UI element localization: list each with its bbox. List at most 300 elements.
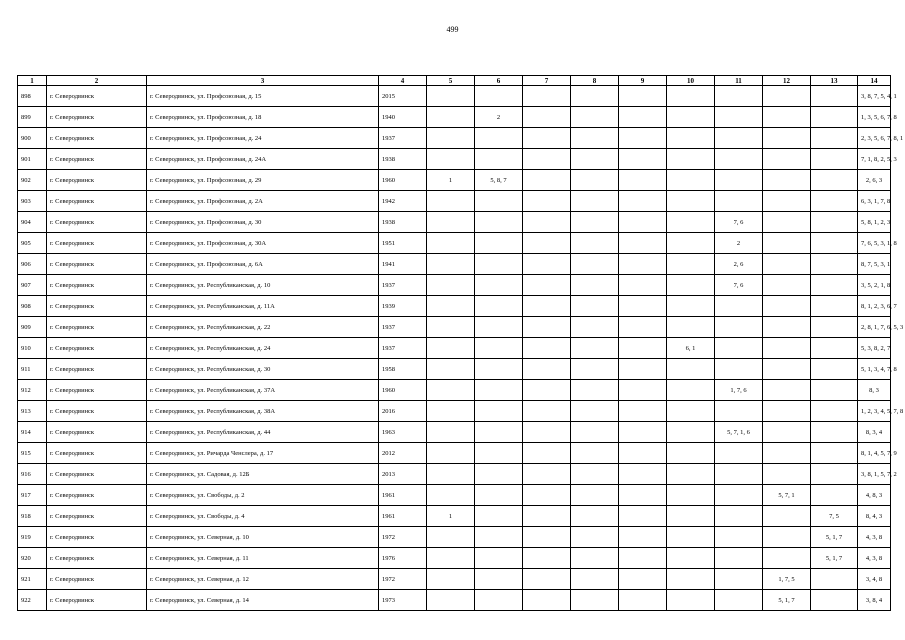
column-9-cell xyxy=(619,149,667,170)
column-11-cell: 7, 6 xyxy=(715,212,763,233)
table-row xyxy=(18,275,891,296)
column-7-cell xyxy=(523,359,571,380)
address-cell: г. Северодвинск, ул. Республиканская, д. 38А xyxy=(147,401,379,422)
column-11-cell xyxy=(715,527,763,548)
column-13-cell xyxy=(811,86,858,107)
address-cell: г. Северодвинск, ул. Профсоюзная, д. 18 xyxy=(147,107,379,128)
table-row xyxy=(18,233,891,254)
column-6-cell xyxy=(475,443,523,464)
column-10-cell xyxy=(667,128,715,149)
table-row xyxy=(18,359,891,380)
column-7-cell xyxy=(523,86,571,107)
row-number-cell: 919 xyxy=(18,527,47,548)
column-5-cell xyxy=(427,380,475,401)
column-13-cell xyxy=(811,569,858,590)
column-6-cell xyxy=(475,485,523,506)
city-cell: г. Северодвинск xyxy=(47,569,147,590)
column-10-cell xyxy=(667,254,715,275)
column-8-cell xyxy=(571,233,619,254)
column-13-cell xyxy=(811,401,858,422)
city-cell: г. Северодвинск xyxy=(47,128,147,149)
address-cell: г. Северодвинск, ул. Свободы, д. 4 xyxy=(147,506,379,527)
column-5-cell xyxy=(427,359,475,380)
column-6-cell xyxy=(475,296,523,317)
row-number-cell: 904 xyxy=(18,212,47,233)
column-header-12: 12 xyxy=(763,76,811,86)
column-6-cell xyxy=(475,359,523,380)
column-14-cell: 2, 3, 5, 6, 7, 8, 1 xyxy=(858,128,891,149)
address-cell: г. Северодвинск, ул. Республиканская, д. 30 xyxy=(147,359,379,380)
column-5-cell xyxy=(427,107,475,128)
column-10-cell xyxy=(667,107,715,128)
city-cell: г. Северодвинск xyxy=(47,212,147,233)
row-number-cell: 903 xyxy=(18,191,47,212)
column-8-cell xyxy=(571,401,619,422)
column-7-cell xyxy=(523,317,571,338)
column-header-4: 4 xyxy=(379,76,427,86)
column-14-cell: 1, 2, 3, 4, 5, 7, 8 xyxy=(858,401,891,422)
address-cell: г. Северодвинск, ул. Ричарда Ченслера, д. 17 xyxy=(147,443,379,464)
column-13-cell xyxy=(811,485,858,506)
row-number-cell: 914 xyxy=(18,422,47,443)
table-row xyxy=(18,527,891,548)
column-header-6: 6 xyxy=(475,76,523,86)
column-8-cell xyxy=(571,317,619,338)
column-5-cell xyxy=(427,443,475,464)
table-row xyxy=(18,296,891,317)
column-12-cell xyxy=(763,422,811,443)
column-11-cell xyxy=(715,548,763,569)
city-cell: г. Северодвинск xyxy=(47,506,147,527)
column-8-cell xyxy=(571,464,619,485)
table-body xyxy=(18,86,904,611)
city-cell: г. Северодвинск xyxy=(47,149,147,170)
column-13-cell xyxy=(811,590,858,611)
column-7-cell xyxy=(523,191,571,212)
column-14-cell: 5, 3, 8, 2, 7 xyxy=(858,338,891,359)
column-9-cell xyxy=(619,233,667,254)
year-cell: 2016 xyxy=(379,401,427,422)
column-10-cell xyxy=(667,422,715,443)
row-number-cell: 918 xyxy=(18,506,47,527)
column-14-cell: 4, 8, 3 xyxy=(858,485,891,506)
column-9-cell xyxy=(619,338,667,359)
column-12-cell xyxy=(763,296,811,317)
year-cell: 1963 xyxy=(379,422,427,443)
column-5-cell xyxy=(427,422,475,443)
column-6-cell xyxy=(475,569,523,590)
address-cell: г. Северодвинск, ул. Республиканская, д. 44 xyxy=(147,422,379,443)
column-10-cell xyxy=(667,464,715,485)
column-8-cell xyxy=(571,86,619,107)
column-11-cell xyxy=(715,317,763,338)
year-cell: 1937 xyxy=(379,338,427,359)
city-cell: г. Северодвинск xyxy=(47,590,147,611)
column-7-cell xyxy=(523,422,571,443)
column-9-cell xyxy=(619,212,667,233)
column-12-cell xyxy=(763,191,811,212)
column-9-cell xyxy=(619,107,667,128)
column-8-cell xyxy=(571,338,619,359)
column-14-cell: 8, 3, 4 xyxy=(858,422,891,443)
column-8-cell xyxy=(571,128,619,149)
column-header-11: 11 xyxy=(715,76,763,86)
column-13-cell xyxy=(811,464,858,485)
column-10-cell xyxy=(667,317,715,338)
column-9-cell xyxy=(619,317,667,338)
column-6-cell xyxy=(475,401,523,422)
column-7-cell xyxy=(523,380,571,401)
address-cell: г. Северодвинск, ул. Северная, д. 14 xyxy=(147,590,379,611)
column-11-cell xyxy=(715,296,763,317)
city-cell: г. Северодвинск xyxy=(47,233,147,254)
table-row xyxy=(18,590,891,611)
column-8-cell xyxy=(571,359,619,380)
city-cell: г. Северодвинск xyxy=(47,527,147,548)
city-cell: г. Северодвинск xyxy=(47,170,147,191)
column-8-cell xyxy=(571,506,619,527)
table-row xyxy=(18,422,891,443)
city-cell: г. Северодвинск xyxy=(47,107,147,128)
column-12-cell xyxy=(763,317,811,338)
column-13-cell: 7, 5 xyxy=(811,506,858,527)
column-13-cell xyxy=(811,254,858,275)
column-5-cell xyxy=(427,527,475,548)
column-7-cell xyxy=(523,569,571,590)
column-5-cell xyxy=(427,128,475,149)
column-13-cell xyxy=(811,107,858,128)
column-12-cell: 5, 7, 1 xyxy=(763,485,811,506)
row-number-cell: 915 xyxy=(18,443,47,464)
column-6-cell xyxy=(475,254,523,275)
column-6-cell xyxy=(475,506,523,527)
year-cell: 1937 xyxy=(379,317,427,338)
column-7-cell xyxy=(523,464,571,485)
column-12-cell xyxy=(763,359,811,380)
column-14-cell: 3, 5, 2, 1, 8 xyxy=(858,275,891,296)
row-number-cell: 908 xyxy=(18,296,47,317)
column-12-cell xyxy=(763,401,811,422)
year-cell: 1960 xyxy=(379,380,427,401)
column-9-cell xyxy=(619,296,667,317)
city-cell: г. Северодвинск xyxy=(47,548,147,569)
housing-registry-table xyxy=(17,75,904,611)
column-14-cell: 8, 7, 5, 3, 1 xyxy=(858,254,891,275)
address-cell: г. Северодвинск, ул. Северная, д. 10 xyxy=(147,527,379,548)
city-cell: г. Северодвинск xyxy=(47,359,147,380)
column-5-cell xyxy=(427,275,475,296)
column-11-cell: 5, 7, 1, 6 xyxy=(715,422,763,443)
table-row xyxy=(18,485,891,506)
column-8-cell xyxy=(571,149,619,170)
table-row xyxy=(18,191,891,212)
city-cell: г. Северодвинск xyxy=(47,317,147,338)
column-13-cell xyxy=(811,296,858,317)
year-cell: 1976 xyxy=(379,548,427,569)
column-5-cell xyxy=(427,464,475,485)
column-14-cell: 8, 4, 3 xyxy=(858,506,891,527)
year-cell: 1972 xyxy=(379,569,427,590)
address-cell: г. Северодвинск, ул. Профсоюзная, д. 30 xyxy=(147,212,379,233)
column-14-cell: 2, 8, 1, 7, 6, 5, 3 xyxy=(858,317,891,338)
row-number-cell: 910 xyxy=(18,338,47,359)
column-7-cell xyxy=(523,443,571,464)
column-12-cell xyxy=(763,170,811,191)
column-12-cell xyxy=(763,464,811,485)
column-5-cell xyxy=(427,317,475,338)
address-cell: г. Северодвинск, ул. Садовая, д. 12Б xyxy=(147,464,379,485)
city-cell: г. Северодвинск xyxy=(47,296,147,317)
column-8-cell xyxy=(571,170,619,191)
column-header-7: 7 xyxy=(523,76,571,86)
column-10-cell xyxy=(667,170,715,191)
row-number-cell: 901 xyxy=(18,149,47,170)
table-row xyxy=(18,548,891,569)
column-6-cell xyxy=(475,275,523,296)
column-5-cell xyxy=(427,590,475,611)
column-9-cell xyxy=(619,128,667,149)
column-11-cell xyxy=(715,191,763,212)
column-11-cell xyxy=(715,338,763,359)
page-number: 499 xyxy=(446,25,459,34)
column-11-cell: 2 xyxy=(715,233,763,254)
address-cell: г. Северодвинск, ул. Профсоюзная, д. 24 xyxy=(147,128,379,149)
city-cell: г. Северодвинск xyxy=(47,401,147,422)
column-6-cell xyxy=(475,464,523,485)
column-5-cell xyxy=(427,233,475,254)
column-10-cell xyxy=(667,506,715,527)
address-cell: г. Северодвинск, ул. Республиканская, д. 37А xyxy=(147,380,379,401)
column-13-cell xyxy=(811,338,858,359)
column-9-cell xyxy=(619,548,667,569)
address-cell: г. Северодвинск, ул. Свободы, д. 2 xyxy=(147,485,379,506)
table-row xyxy=(18,506,891,527)
column-6-cell: 2 xyxy=(475,107,523,128)
column-14-cell: 3, 8, 7, 5, 4, 1 xyxy=(858,86,891,107)
column-5-cell xyxy=(427,191,475,212)
column-13-cell xyxy=(811,128,858,149)
year-cell: 1961 xyxy=(379,506,427,527)
column-6-cell xyxy=(475,86,523,107)
row-number-cell: 906 xyxy=(18,254,47,275)
column-8-cell xyxy=(571,380,619,401)
column-header-9: 9 xyxy=(619,76,667,86)
column-6-cell xyxy=(475,149,523,170)
table-row xyxy=(18,170,891,191)
year-cell: 1951 xyxy=(379,233,427,254)
year-cell: 1958 xyxy=(379,359,427,380)
column-header-13: 13 xyxy=(811,76,858,86)
row-number-cell: 905 xyxy=(18,233,47,254)
column-13-cell: 5, 1, 7 xyxy=(811,527,858,548)
city-cell: г. Северодвинск xyxy=(47,464,147,485)
column-11-cell: 7, 6 xyxy=(715,275,763,296)
column-10-cell xyxy=(667,401,715,422)
address-cell: г. Северодвинск, ул. Северная, д. 12 xyxy=(147,569,379,590)
column-13-cell xyxy=(811,212,858,233)
row-number-cell: 899 xyxy=(18,107,47,128)
column-7-cell xyxy=(523,548,571,569)
column-14-cell: 8, 1, 2, 3, 6, 7 xyxy=(858,296,891,317)
column-9-cell xyxy=(619,170,667,191)
column-11-cell xyxy=(715,569,763,590)
column-7-cell xyxy=(523,485,571,506)
column-10-cell xyxy=(667,212,715,233)
column-10-cell xyxy=(667,590,715,611)
column-header-1: 1 xyxy=(18,76,47,86)
column-5-cell xyxy=(427,569,475,590)
column-7-cell xyxy=(523,107,571,128)
column-9-cell xyxy=(619,506,667,527)
column-6-cell xyxy=(475,233,523,254)
table-row xyxy=(18,317,891,338)
column-10-cell xyxy=(667,296,715,317)
column-14-cell: 8, 3 xyxy=(858,380,891,401)
column-9-cell xyxy=(619,422,667,443)
column-7-cell xyxy=(523,401,571,422)
table-row xyxy=(18,212,891,233)
header-row xyxy=(18,76,891,86)
table-row xyxy=(18,338,891,359)
column-13-cell xyxy=(811,233,858,254)
column-11-cell xyxy=(715,485,763,506)
column-11-cell xyxy=(715,464,763,485)
column-11-cell xyxy=(715,506,763,527)
column-14-cell: 2, 6, 3 xyxy=(858,170,891,191)
city-cell: г. Северодвинск xyxy=(47,86,147,107)
column-12-cell xyxy=(763,527,811,548)
table-row xyxy=(18,380,891,401)
column-5-cell xyxy=(427,548,475,569)
column-10-cell xyxy=(667,380,715,401)
row-number-cell: 921 xyxy=(18,569,47,590)
row-number-cell: 912 xyxy=(18,380,47,401)
city-cell: г. Северодвинск xyxy=(47,380,147,401)
row-number-cell: 900 xyxy=(18,128,47,149)
column-5-cell xyxy=(427,485,475,506)
column-6-cell xyxy=(475,128,523,149)
year-cell: 1938 xyxy=(379,212,427,233)
column-6-cell xyxy=(475,317,523,338)
column-11-cell xyxy=(715,128,763,149)
column-9-cell xyxy=(619,275,667,296)
address-cell: г. Северодвинск, ул. Северная, д. 11 xyxy=(147,548,379,569)
column-7-cell xyxy=(523,254,571,275)
column-5-cell xyxy=(427,338,475,359)
column-14-cell: 1, 3, 5, 6, 7, 8 xyxy=(858,107,891,128)
column-10-cell xyxy=(667,485,715,506)
column-7-cell xyxy=(523,296,571,317)
column-7-cell xyxy=(523,590,571,611)
column-6-cell xyxy=(475,422,523,443)
row-number-cell: 916 xyxy=(18,464,47,485)
table-row xyxy=(18,443,891,464)
year-cell: 1972 xyxy=(379,527,427,548)
address-cell: г. Северодвинск, ул. Профсоюзная, д. 6А xyxy=(147,254,379,275)
column-14-cell: 8, 1, 4, 5, 7, 9 xyxy=(858,443,891,464)
column-14-cell: 3, 4, 8 xyxy=(858,569,891,590)
address-cell: г. Северодвинск, ул. Республиканская, д. 11А xyxy=(147,296,379,317)
column-10-cell xyxy=(667,569,715,590)
column-12-cell xyxy=(763,443,811,464)
row-number-cell: 920 xyxy=(18,548,47,569)
column-13-cell xyxy=(811,422,858,443)
city-cell: г. Северодвинск xyxy=(47,338,147,359)
column-5-cell xyxy=(427,401,475,422)
year-cell: 2015 xyxy=(379,86,427,107)
column-12-cell xyxy=(763,275,811,296)
column-6-cell xyxy=(475,380,523,401)
column-8-cell xyxy=(571,569,619,590)
year-cell: 1938 xyxy=(379,149,427,170)
column-7-cell xyxy=(523,527,571,548)
column-8-cell xyxy=(571,548,619,569)
column-7-cell xyxy=(523,128,571,149)
column-9-cell xyxy=(619,401,667,422)
column-13-cell xyxy=(811,359,858,380)
row-number-cell: 902 xyxy=(18,170,47,191)
table-row xyxy=(18,254,891,275)
column-5-cell xyxy=(427,86,475,107)
column-12-cell xyxy=(763,86,811,107)
year-cell: 2013 xyxy=(379,464,427,485)
city-cell: г. Северодвинск xyxy=(47,275,147,296)
column-12-cell xyxy=(763,212,811,233)
column-5-cell xyxy=(427,254,475,275)
column-header-3: 3 xyxy=(147,76,379,86)
column-13-cell xyxy=(811,380,858,401)
table-row xyxy=(18,569,891,590)
year-cell: 1940 xyxy=(379,107,427,128)
column-14-cell: 3, 8, 1, 5, 7, 2 xyxy=(858,464,891,485)
year-cell: 1937 xyxy=(379,128,427,149)
column-13-cell: 5, 1, 7 xyxy=(811,548,858,569)
column-14-cell: 4, 3, 8 xyxy=(858,527,891,548)
year-cell: 1937 xyxy=(379,275,427,296)
column-8-cell xyxy=(571,422,619,443)
year-cell: 1961 xyxy=(379,485,427,506)
column-header-10: 10 xyxy=(667,76,715,86)
table-row xyxy=(18,107,891,128)
column-5-cell xyxy=(427,149,475,170)
year-cell: 1941 xyxy=(379,254,427,275)
address-cell: г. Северодвинск, ул. Профсоюзная, д. 2А xyxy=(147,191,379,212)
row-number-cell: 917 xyxy=(18,485,47,506)
column-7-cell xyxy=(523,170,571,191)
column-13-cell xyxy=(811,149,858,170)
address-cell: г. Северодвинск, ул. Профсоюзная, д. 15 xyxy=(147,86,379,107)
column-header-14: 14 xyxy=(858,76,891,86)
table-row xyxy=(18,149,891,170)
row-number-cell: 907 xyxy=(18,275,47,296)
column-14-cell: 7, 1, 8, 2, 5, 3 xyxy=(858,149,891,170)
column-8-cell xyxy=(571,275,619,296)
column-9-cell xyxy=(619,191,667,212)
column-9-cell xyxy=(619,464,667,485)
table-row xyxy=(18,86,891,107)
column-7-cell xyxy=(523,233,571,254)
address-cell: г. Северодвинск, ул. Республиканская, д. 24 xyxy=(147,338,379,359)
row-number-cell: 922 xyxy=(18,590,47,611)
column-12-cell: 1, 7, 5 xyxy=(763,569,811,590)
column-5-cell xyxy=(427,212,475,233)
column-9-cell xyxy=(619,443,667,464)
column-14-cell: 3, 8, 4 xyxy=(858,590,891,611)
column-9-cell xyxy=(619,254,667,275)
address-cell: г. Северодвинск, ул. Профсоюзная, д. 24А xyxy=(147,149,379,170)
column-header-2: 2 xyxy=(47,76,147,86)
column-6-cell: 5, 8, 7 xyxy=(475,170,523,191)
